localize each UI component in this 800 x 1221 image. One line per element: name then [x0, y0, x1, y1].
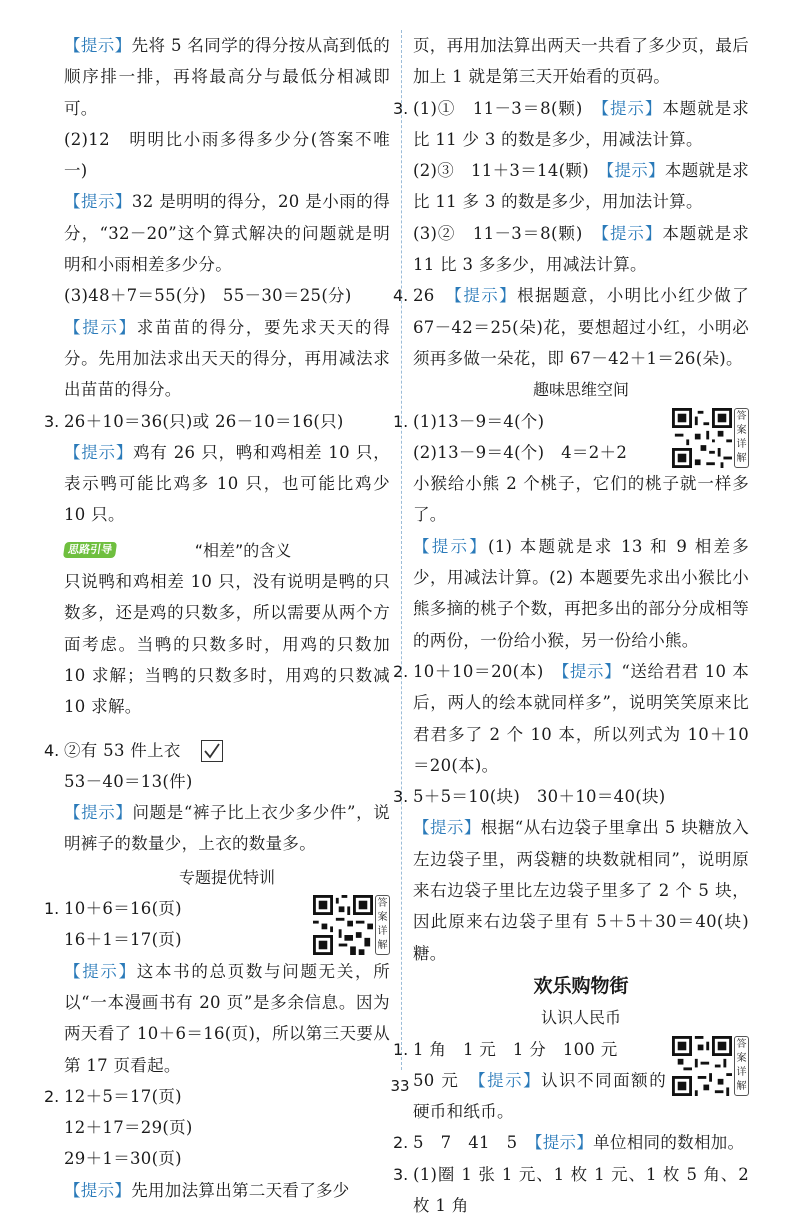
answer-line: 53－40＝13(件)	[64, 771, 193, 791]
question-number: 2.	[393, 1133, 409, 1153]
question-number: 1.	[44, 899, 60, 919]
tip-text: 本题就是求 11 比 3 多多少，用减法计算。	[413, 223, 749, 275]
answer-block	[64, 1175, 390, 1206]
question-number: 1.	[393, 411, 409, 431]
answer-block	[64, 186, 390, 280]
fun-1	[393, 406, 749, 656]
answer-text: 5 7 41 5	[413, 1133, 518, 1153]
label-char: 案	[736, 424, 747, 436]
answer-text: 10＋10＝20(本)	[413, 661, 544, 681]
tip-text: (1) 本题就是求 13 和 9 相差多少，用减法计算。(2) 本题要先求出小猴比小熊多摘的桃子个数，再把多出的部分分成相等的两份，一份给小猴，另一份给小熊。	[413, 536, 749, 650]
answer-block	[413, 812, 749, 968]
answer-detail-label	[734, 408, 749, 468]
answer-block	[413, 280, 749, 374]
answer-block	[64, 30, 390, 124]
question-number: 4.	[393, 286, 409, 306]
label-char: 解	[736, 1080, 747, 1092]
label-char: 案	[736, 1052, 747, 1064]
answer-line: (2)12 明明比小雨多得多少分(答案不唯一)	[64, 129, 390, 181]
tip-text: 本题就是求比 11 少 3 的数是多少，用减法计算。	[413, 98, 749, 149]
answer-block	[64, 312, 390, 406]
tip-label: 【提示】	[64, 192, 132, 212]
tip-label: 【提示】	[453, 286, 518, 306]
tip-label: 【提示】	[561, 661, 622, 681]
label-char: 详	[377, 926, 388, 938]
money-2	[393, 1127, 749, 1158]
tip-label: 【提示】	[64, 317, 137, 337]
answer-block	[413, 531, 749, 656]
question-3-right	[393, 93, 749, 281]
guide-box	[64, 535, 390, 723]
tip-text: 根据“从右边袋子里拿出 5 块糖放入左边袋子里，两袋糖的块数就相同”，说明原来右边袋子里比左边袋子里多了 2 个 5 块，因此原来右边袋子里有 5＋5＋30＝40(块)糖。	[413, 818, 749, 963]
label-char: 解	[377, 940, 388, 952]
answer-block	[413, 1127, 749, 1158]
guide-badge: 思路引导	[63, 542, 117, 558]
qr-code-icon[interactable]	[313, 895, 373, 955]
tip-label: 【提示】	[477, 1070, 542, 1090]
special-2	[44, 1081, 390, 1206]
qr-code-block[interactable]	[313, 895, 390, 955]
answer-block	[413, 93, 749, 156]
question-number: 1.	[393, 1039, 409, 1059]
label-char: 答	[736, 1038, 747, 1050]
answer-line: (3)48＋7＝55(分) 55－30＝25(分)	[64, 286, 352, 306]
answer-line: 29＋1＝30(页)	[64, 1149, 182, 1169]
tip-label: 【提示】	[64, 36, 132, 55]
tip-text: 认识不同面额的硬币和纸币。	[413, 1070, 666, 1122]
answer-text: 50 元	[413, 1070, 460, 1090]
tip-text: 单位相同的数相加。	[593, 1133, 745, 1153]
question-number: 2.	[393, 661, 409, 681]
question-4	[44, 735, 391, 860]
left-column	[44, 30, 391, 1200]
answer-text: ②有 53 件上衣	[64, 740, 181, 760]
answer-text: (3)② 11－3＝8(颗)	[413, 223, 583, 243]
answer-text: (1)① 11－3＝8(颗)	[413, 98, 583, 118]
label-char: 详	[736, 438, 747, 450]
answer-line: 12＋17＝29(页)	[64, 1118, 193, 1138]
tip-text: 这本书的总页数与问题无关，所以“一本漫画书有 20 页”是多余信息。因为两天看了 10＋6＝16(页)，所以第三天要从第 17 页看起。	[64, 961, 391, 1075]
tip-text: 先用加法算出第二天看了多少	[131, 1180, 350, 1200]
answer-line: 1 角 1 元 1 分 100 元	[413, 1039, 618, 1059]
answer-block	[64, 437, 390, 531]
tip-label: 【提示】	[64, 803, 133, 823]
qr-code-block[interactable]	[672, 408, 749, 468]
tip-label: 【提示】	[413, 818, 481, 838]
answer-line: (1)13－9＝4(个)	[413, 411, 545, 431]
guide-title-row	[64, 535, 390, 566]
question-number: 2.	[44, 1086, 60, 1106]
chapter-title: 欢乐购物街	[533, 974, 629, 997]
question-number: 3.	[393, 787, 409, 807]
special-1	[44, 893, 391, 1081]
answer-block	[413, 656, 749, 781]
label-char: 答	[736, 410, 747, 422]
answer-line: 10＋6＝16(页)	[64, 899, 182, 919]
tip-text: 先将 5 名同学的得分按从高到低的顺序排一排，再将最高分与最低分相减即可。	[64, 36, 390, 118]
continued-text: 页，再用加法算出两天一共看了多少页，最后加上 1 就是第三天开始看的页码。	[413, 36, 749, 87]
answer-block	[64, 797, 390, 860]
answer-line: (1)圈 1 张 1 元、1 枚 1 元、1 枚 5 角、2 枚 1 角	[413, 1164, 749, 1215]
question-4-right	[393, 280, 749, 374]
answer-line: (2)13－9＝4(个) 4＝2＋2	[413, 442, 628, 462]
money-3	[393, 1159, 749, 1221]
question-number: 4.	[44, 740, 60, 760]
section-heading: 专题提优特训	[178, 867, 275, 887]
label-char: 案	[377, 912, 388, 924]
tip-label: 【提示】	[600, 98, 663, 118]
question-number: 3.	[44, 411, 60, 431]
tip-text: 鸡有 26 只，鸭和鸡相差 10 只，表示鸭可能比鸡多 10 只，也可能比鸡少 10 只。	[64, 442, 391, 525]
answer-text: 26	[413, 286, 435, 306]
label-char: 详	[736, 1066, 747, 1078]
page-number: 33	[390, 1077, 410, 1095]
tip-label: 【提示】	[600, 223, 663, 243]
tip-text: 本题就是求比 11 多 3 的数是多少，用加法计算。	[413, 161, 749, 212]
answer-line: 5＋5＝10(块) 30＋10＝40(块)	[413, 787, 666, 807]
section-heading: 趣味思维空间	[532, 380, 629, 400]
tip-label: 【提示】	[64, 1180, 132, 1200]
question-number: 3.	[393, 98, 409, 118]
answer-line: 小猴给小熊 2 个桃子，它们的桃子就一样多了。	[413, 474, 749, 525]
tip-text: 求苗苗的得分，要先求天天的得分。先用加法求出天天的得分，再用减法求出苗苗的得分。	[64, 317, 391, 400]
label-char: 解	[736, 452, 747, 464]
label-char: 答	[377, 898, 388, 910]
answer-line: 26＋10＝36(只)或 26－10＝16(只)	[64, 411, 344, 431]
lesson-title: 认识人民币	[540, 1008, 621, 1028]
qr-code-icon[interactable]	[672, 408, 732, 468]
tip-label: 【提示】	[64, 961, 137, 981]
tip-label: 【提示】	[413, 536, 489, 556]
tip-text: “送给君君 10 本后，两人的绘本就同样多”，说明笑笑原来比君君多了 2 个 10 本，所以列式为 10＋10＝20(本)。	[413, 661, 749, 775]
tip-label: 【提示】	[64, 442, 134, 462]
tip-text: 32 是明明的得分，20 是小雨的得分，“32－20”这个算式解决的问题就是明明和小雨相差多少分。	[64, 192, 390, 275]
checkbox-checked-icon	[201, 740, 223, 762]
tip-text: 根据题意，小明比小红少做了 67－42＝25(朵)花，要想超过小红，小明必须再多做一朵花，即 67－42＋1＝26(朵)。	[413, 286, 749, 368]
answer-line: 16＋1＝17(页)	[64, 930, 182, 950]
tip-label: 【提示】	[605, 161, 665, 181]
question-3	[44, 406, 391, 531]
tip-label: 【提示】	[534, 1133, 594, 1153]
fun-2	[393, 656, 749, 781]
guide-text: 只说鸭和鸡相差 10 只，没有说明是鸭的只数多，还是鸡的只数多，所以需要从两个方面考虑。当鸭的只数多时，用鸡的只数加 10 求解；当鸭的只数多时，用鸡的只数减 10 求解。	[64, 572, 390, 717]
fun-3	[393, 781, 749, 969]
answer-line	[64, 735, 390, 766]
answer-block	[64, 956, 390, 1081]
answer-block	[413, 218, 749, 281]
tip-text: 问题是“裤子比上衣少多少件”，说明裤子的数量少，上衣的数量多。	[64, 803, 391, 854]
answer-detail-label	[375, 895, 390, 955]
answer-text: (2)③ 11＋3＝14(颗)	[413, 161, 589, 181]
question-number: 3.	[393, 1164, 409, 1184]
answer-line: 12＋5＝17(页)	[64, 1086, 182, 1106]
answer-block	[413, 155, 749, 218]
guide-title: “相差”的含义	[194, 540, 292, 560]
